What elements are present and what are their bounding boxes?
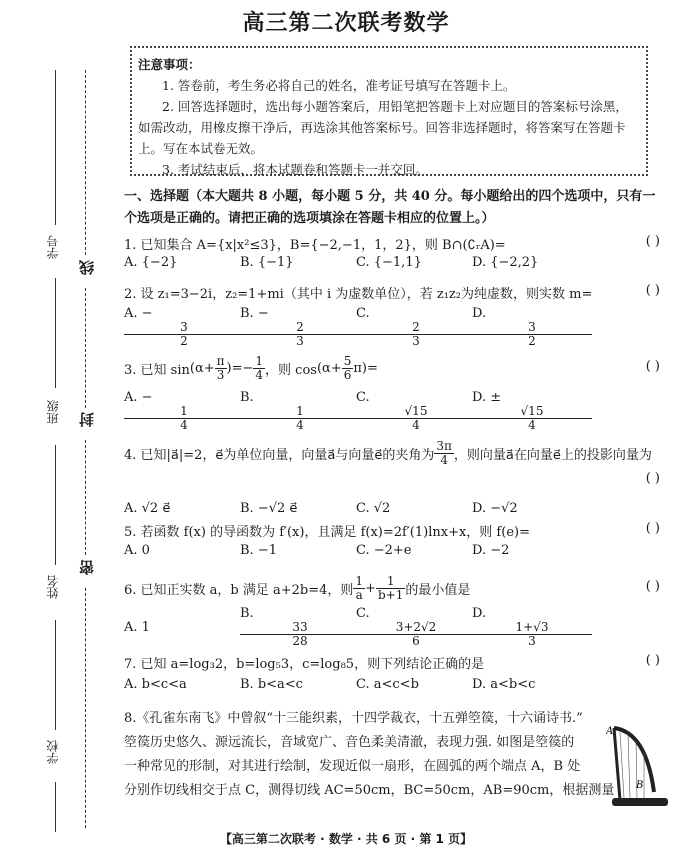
fraction bbox=[240, 621, 356, 648]
option-label: B. − bbox=[240, 306, 269, 321]
question-6 bbox=[124, 571, 664, 605]
q4-text: 4. 已知|a⃗|=2，e⃗为单位向量，向量a⃗与向量e⃗的夹角为 bbox=[124, 447, 435, 463]
margin-line-4 bbox=[55, 620, 56, 730]
option-a: A. 0 bbox=[124, 543, 150, 558]
option-b: B. −1 bbox=[240, 543, 277, 558]
q8-line: 箜篌历史悠久、源远流长，音域宽广、音色柔美清澈，表现力强. 如图是箜篌的 bbox=[124, 735, 575, 750]
numerator: √15 bbox=[356, 405, 476, 419]
q3-text: α+ bbox=[194, 360, 215, 376]
option-label: C. bbox=[356, 306, 370, 321]
fraction bbox=[356, 621, 472, 648]
margin-line-2 bbox=[55, 278, 56, 388]
seal-line-4 bbox=[85, 588, 86, 828]
konghou-figure bbox=[606, 722, 672, 814]
question-2 bbox=[124, 283, 664, 305]
q3-text: 3. 已知 sin bbox=[124, 362, 190, 378]
q1-options bbox=[124, 255, 664, 283]
q6-text: 6. 已知正实数 a，b 满足 a+2b=4，则 bbox=[124, 582, 354, 598]
fraction bbox=[472, 321, 588, 348]
notice-item-2: 2. 回答选择题时，选出每小题答案后，用铅笔把答题卡上对应题目的答案标号涂黑，如需改动，用橡皮擦干净后，再选涂其他答案标号。回答非选择题时，将答案写在答题卡上。写在本试卷无效。 bbox=[138, 99, 628, 156]
numerator: 33 bbox=[240, 621, 360, 635]
answer-paren: ( ) bbox=[645, 471, 660, 486]
label-xuehao: 学号 bbox=[46, 235, 60, 259]
denominator: 4 bbox=[412, 418, 420, 432]
option-c: C. a<c<b bbox=[356, 677, 419, 692]
denominator: 3 bbox=[216, 367, 225, 382]
numerator: 5 bbox=[343, 353, 352, 368]
question-area bbox=[124, 186, 664, 803]
fraction bbox=[124, 405, 240, 432]
harp-pillar bbox=[614, 728, 620, 800]
option-label: C. bbox=[356, 390, 370, 405]
option-d: D. {−2,2} bbox=[472, 255, 539, 270]
q8-line: 分别作切线相交于点 C，测得切线 AC=50cm，BC=50cm，AB=90cm，根据测量 bbox=[124, 783, 615, 798]
question-8 bbox=[124, 707, 615, 803]
option-label: A. − bbox=[124, 306, 153, 321]
fraction bbox=[240, 321, 356, 348]
seal-feng: 封 bbox=[78, 412, 96, 427]
q6-text: + bbox=[365, 580, 376, 596]
question-3: 3. 已知 sin ( α+ $\frac{\pi}{3}$ ) =− $\frac{1}{4}$ ，则 cos ( α+ $\frac{5}{6}$ π ) = ( ) bbox=[124, 353, 660, 382]
option-b bbox=[240, 390, 356, 432]
fraction bbox=[240, 405, 356, 432]
numerator: 1+√3 bbox=[472, 621, 592, 635]
fraction bbox=[356, 321, 472, 348]
q4-options bbox=[124, 495, 664, 521]
denominator: 2 bbox=[180, 334, 188, 348]
numerator: π bbox=[216, 353, 225, 368]
option-d bbox=[472, 606, 588, 648]
numerator: 3 bbox=[472, 321, 592, 335]
harp-base bbox=[612, 798, 668, 806]
option-c: C. {−1,1} bbox=[356, 255, 422, 270]
page-footer: 【高三第二次联考 · 数学 · 共 6 页 · 第 1 页】 bbox=[219, 832, 473, 846]
answer-paren: ( ) bbox=[645, 234, 660, 249]
option-c bbox=[356, 390, 472, 432]
harp-string bbox=[628, 734, 630, 798]
denominator: 4 bbox=[255, 367, 264, 382]
numerator: 3π bbox=[436, 438, 452, 453]
numerator: √15 bbox=[472, 405, 592, 419]
seal-line-3 bbox=[85, 440, 86, 555]
option-c: C. −2+e bbox=[356, 543, 412, 558]
q3-text: = bbox=[366, 360, 378, 376]
numerator: 2 bbox=[356, 321, 476, 335]
option-label: C. bbox=[356, 606, 370, 621]
q6-options bbox=[124, 605, 664, 649]
question-4-paren-row bbox=[124, 471, 664, 495]
option-d bbox=[472, 390, 588, 432]
option-label: B. bbox=[240, 390, 254, 405]
option-a: A. 1 bbox=[124, 619, 150, 635]
denominator: 6 bbox=[343, 367, 352, 382]
question-1 bbox=[124, 234, 664, 255]
question-4 bbox=[124, 435, 664, 471]
fraction bbox=[434, 440, 454, 467]
q4-text: ，则向量a⃗在向量e⃗上的投影向量为 bbox=[453, 447, 652, 463]
fraction bbox=[253, 355, 265, 382]
denominator: 4 bbox=[528, 418, 536, 432]
q5-stem: 5. 若函数 f(x) 的导函数为 f′(x)，且满足 f(x)=2f′(1)lnx+x，则 f(e)= bbox=[124, 525, 530, 540]
denominator: 3 bbox=[528, 634, 536, 648]
option-b: B. −√2 e⃗ bbox=[240, 500, 298, 516]
answer-paren: ( ) bbox=[645, 653, 660, 668]
denominator: 6 bbox=[412, 634, 420, 648]
option-d: D. a<b<c bbox=[472, 677, 536, 692]
denominator: 28 bbox=[292, 634, 308, 648]
label-xingming: 姓名 bbox=[46, 575, 60, 599]
denominator: b+1 bbox=[377, 587, 404, 602]
option-a bbox=[124, 306, 240, 348]
q6-text: 的最小值是 bbox=[405, 582, 471, 598]
q1-stem: 1. 已知集合 A={x|x²≤3}，B={−2,−1，1，2}，则 B∩(∁ᵣA)= bbox=[124, 238, 506, 253]
q3-text: ，则 cos bbox=[265, 362, 317, 378]
fraction bbox=[376, 575, 405, 602]
page-title: 高三第二次联考数学 bbox=[242, 11, 450, 36]
denominator: 4 bbox=[180, 418, 188, 432]
denominator: 4 bbox=[296, 418, 304, 432]
option-label: B. bbox=[240, 606, 254, 621]
option-b bbox=[240, 306, 356, 348]
numerator: 1 bbox=[124, 405, 244, 419]
seal-line-2 bbox=[85, 288, 86, 408]
notice-heading: 注意事项： bbox=[138, 57, 201, 72]
denominator: a bbox=[355, 587, 363, 602]
option-b: B. b<a<c bbox=[240, 677, 303, 692]
label-banji: 班级 bbox=[46, 400, 60, 424]
fraction bbox=[472, 621, 588, 648]
q3-text: α+ bbox=[322, 360, 342, 376]
numerator: 1 bbox=[255, 353, 264, 368]
numerator: 1 bbox=[355, 573, 364, 588]
question-7 bbox=[124, 653, 664, 677]
label-xuexiao: 学校 bbox=[46, 740, 60, 764]
notice-item-3: 3. 考试结束后，将本试题卷和答题卡一并交回。 bbox=[162, 162, 428, 177]
notice-item-1: 1. 答卷前，考生务必将自己的姓名，准考证号填写在答题卡上。 bbox=[162, 78, 516, 93]
seal-line-1 bbox=[85, 70, 86, 255]
fraction bbox=[342, 355, 354, 382]
notice-box bbox=[130, 46, 648, 176]
answer-paren: ( ) bbox=[645, 283, 660, 298]
margin-line-5 bbox=[55, 782, 56, 832]
margin-line-3 bbox=[55, 445, 56, 565]
denominator: 2 bbox=[528, 334, 536, 348]
option-c bbox=[356, 606, 472, 648]
answer-paren: ( ) bbox=[645, 359, 660, 374]
q8-line: 一种常见的形制，对其进行绘制，发现近似一扇形，在圆弧的两个端点 A，B 处 bbox=[124, 759, 581, 774]
seal-mi: 密 bbox=[78, 560, 96, 575]
answer-paren: ( ) bbox=[645, 579, 660, 594]
q8-line: 8.《孔雀东南飞》中曾叙“十三能织素，十四学裁衣，十五弹箜篌，十六诵诗书.” bbox=[124, 711, 583, 726]
q3-options bbox=[124, 387, 664, 435]
option-label: D. bbox=[472, 306, 487, 321]
fraction bbox=[124, 321, 240, 348]
binding-margin bbox=[0, 60, 112, 840]
harp-string bbox=[620, 732, 624, 798]
denominator: 3 bbox=[296, 334, 304, 348]
numerator: 1 bbox=[376, 575, 405, 589]
numerator: 2 bbox=[240, 321, 360, 335]
q7-options bbox=[124, 677, 664, 707]
option-a: A. b<c<a bbox=[124, 677, 187, 692]
option-d: D. −2 bbox=[472, 543, 510, 558]
label-a: A bbox=[606, 726, 614, 737]
option-label: A. − bbox=[124, 390, 153, 405]
fraction bbox=[472, 405, 588, 432]
q2-options bbox=[124, 305, 664, 349]
fraction bbox=[356, 405, 472, 432]
option-c bbox=[356, 306, 472, 348]
q3-text: =− bbox=[231, 360, 254, 376]
option-a: A. {−2} bbox=[124, 255, 178, 270]
numerator: 3 bbox=[124, 321, 244, 335]
option-c: C. √2 bbox=[356, 500, 391, 516]
question-5 bbox=[124, 521, 664, 543]
seal-xian: 线 bbox=[78, 260, 96, 275]
denominator: 3 bbox=[412, 334, 420, 348]
section-heading: 一、选择题（本大题共 8 小题，每小题 5 分，共 40 分。每小题给出的四个选项中，只有一个选项是正确的。请把正确的选项填涂在答题卡相应的位置上。） bbox=[124, 189, 656, 226]
option-label: D. ± bbox=[472, 390, 502, 405]
option-d: D. −√2 bbox=[472, 500, 518, 516]
q7-stem: 7. 已知 a=log₃2，b=log₅3，c=log₈5，则下列结论正确的是 bbox=[124, 657, 485, 672]
numerator: 3+2√2 bbox=[356, 621, 476, 635]
margin-line-1 bbox=[55, 70, 56, 225]
answer-paren: ( ) bbox=[645, 521, 660, 536]
numerator: 1 bbox=[240, 405, 360, 419]
option-b: B. {−1} bbox=[240, 255, 294, 270]
option-b bbox=[240, 606, 356, 648]
option-a bbox=[124, 390, 240, 432]
q3-text: π bbox=[353, 360, 362, 376]
label-b: B bbox=[636, 780, 644, 791]
denominator: 4 bbox=[440, 452, 448, 467]
fraction bbox=[353, 575, 365, 602]
option-a: A. √2 e⃗ bbox=[124, 500, 171, 516]
option-label: D. bbox=[472, 606, 487, 621]
q2-stem: 2. 设 z₁=3−2i，z₂=1+mi（其中 i 为虚数单位），若 z₁z₂为纯虚数，则实数 m= bbox=[124, 287, 593, 302]
option-d bbox=[472, 306, 588, 348]
fraction bbox=[215, 355, 227, 382]
q5-options bbox=[124, 543, 664, 571]
